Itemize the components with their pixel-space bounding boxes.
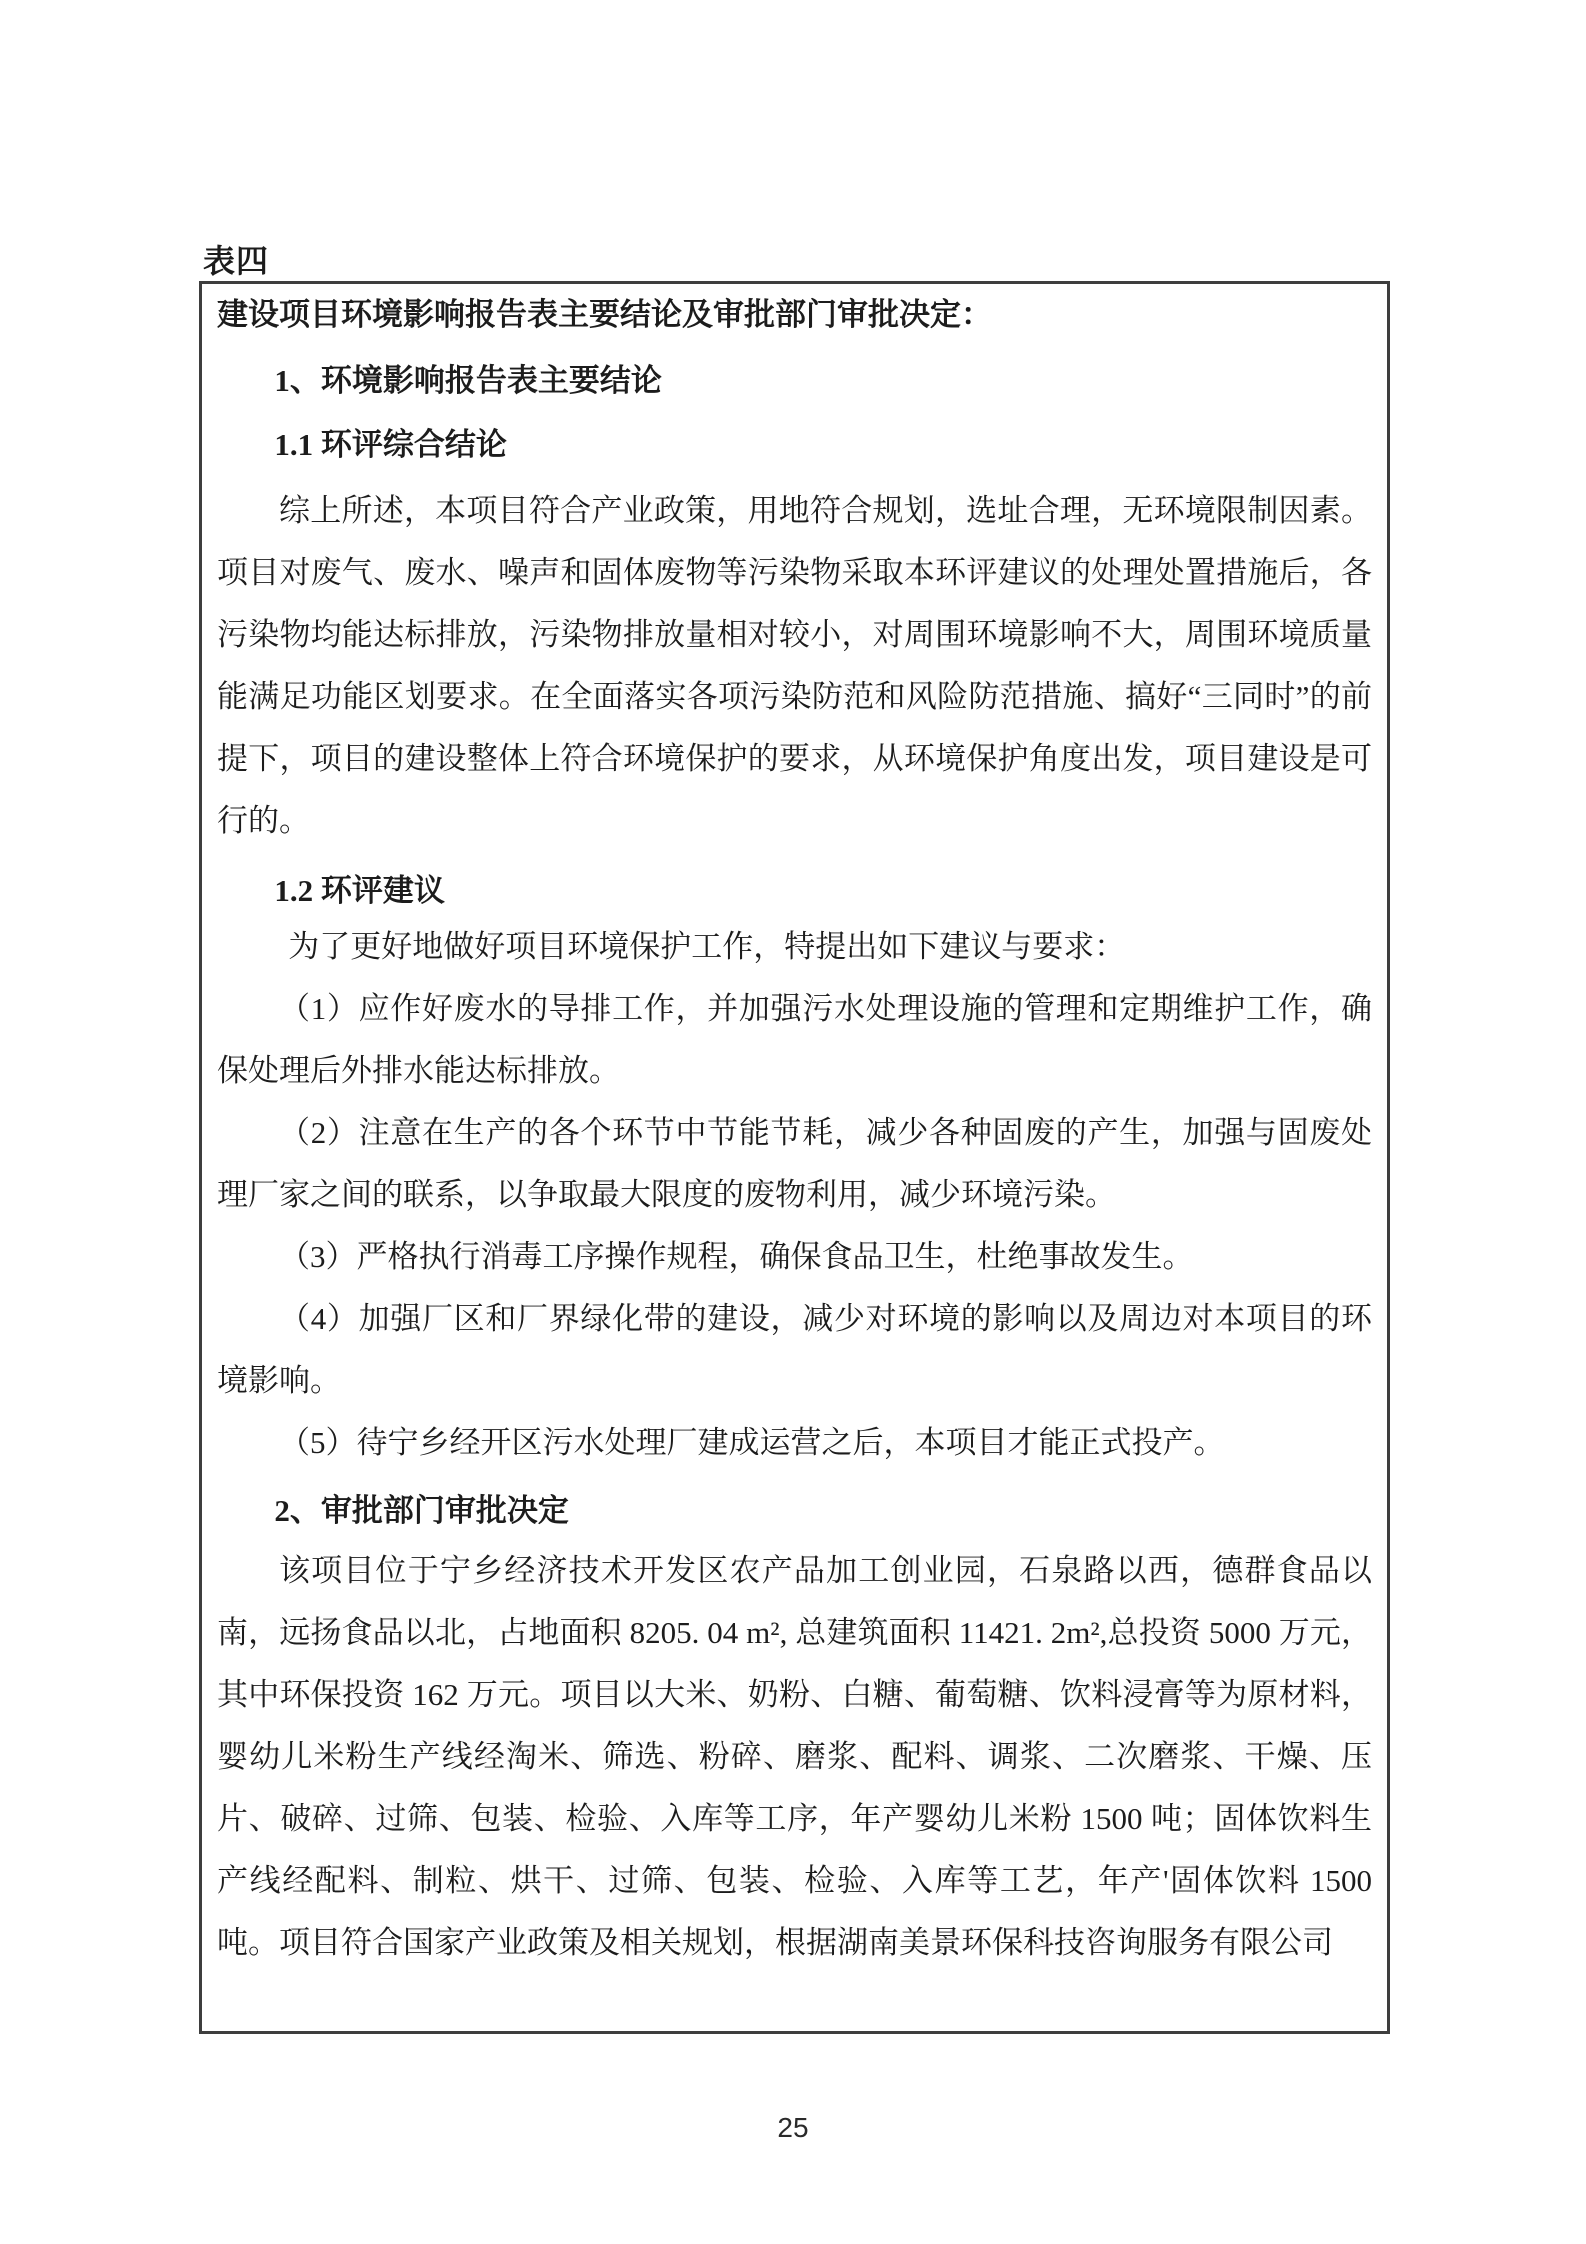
section-1-1-heading: 1.1 环评综合结论 <box>274 427 507 462</box>
list-item: （2）注意在生产的各个环节中节能节耗，减少各种固废的产生，加强与固废处理厂家之间的联系，以争取最大限度的废物利用，减少环境污染。 <box>217 1115 1372 1212</box>
section-1-2-heading: 1.2 环评建议 <box>274 873 445 908</box>
list-item: （4）加强厂区和厂界绿化带的建设，减少对环境的影响以及周边对本项目的环境影响。 <box>217 1301 1372 1398</box>
section-2-paragraph: 该项目位于宁乡经济技术开发区农产品加工创业园，石泉路以西，德群食品以南，远扬食品以北，占地面积 8205. 04 m², 总建筑面积 11421. 2m²,总投资 5000 万元，其中环保投资 162 万元。项目以大米、奶粉、白糖、葡萄糖、饮料浸膏等为原材料，婴幼儿米粉生产线经淘米、筛选、粉碎、磨浆、配料、调浆、二次磨浆、干燥、压片、破碎、过筛、包装、检验、入库等工序，年产婴幼儿米粉 1500 吨；固体饮料生产线经配料、制粒、烘干、过筛、包装、检验、入库等工艺，年产'固体饮料 1500 吨。项目符合国家产业政策及相关规划，根据湖南美景环保科技咨询服务有限公司 <box>217 1553 1372 1960</box>
list-item: （5）待宁乡经开区污水处理厂建成运营之后，本项目才能正式投产。 <box>279 1425 1225 1460</box>
section-1-heading: 1、环境影响报告表主要结论 <box>274 363 662 398</box>
list-item: （3）严格执行消毒工序操作规程，确保食品卫生，杜绝事故发生。 <box>279 1239 1194 1274</box>
table-caption: 表四 <box>203 243 270 279</box>
report-table <box>199 281 1390 2034</box>
section-1-2-intro: 为了更好地做好项目环境保护工作，特提出如下建议与要求： <box>288 929 1126 964</box>
section-1-1-paragraph: 综上所述，本项目符合产业政策，用地符合规划，选址合理，无环境限制因素。项目对废气、废水、噪声和固体废物等污染物采取本环评建议的处理处置措施后，各污染物均能达标排放，污染物排放量相对较小，对周围环境影响不大，周围环境质量能满足功能区划要求。在全面落实各项污染防范和风险防范措施、搞好“三同时”的前提下，项目的建设整体上符合环境保护的要求，从环境保护角度出发，项目建设是可行的。 <box>217 493 1372 838</box>
page-number: 25 <box>777 2112 809 2143</box>
table-header-title: 建设项目环境影响报告表主要结论及审批部门审批决定： <box>217 297 992 332</box>
section-2-heading: 2、审批部门审批决定 <box>274 1493 569 1528</box>
recommendation-list <box>217 978 1372 1474</box>
list-item: （1）应作好废水的导排工作，并加强污水处理设施的管理和定期维护工作，确保处理后外排水能达标排放。 <box>217 991 1372 1088</box>
